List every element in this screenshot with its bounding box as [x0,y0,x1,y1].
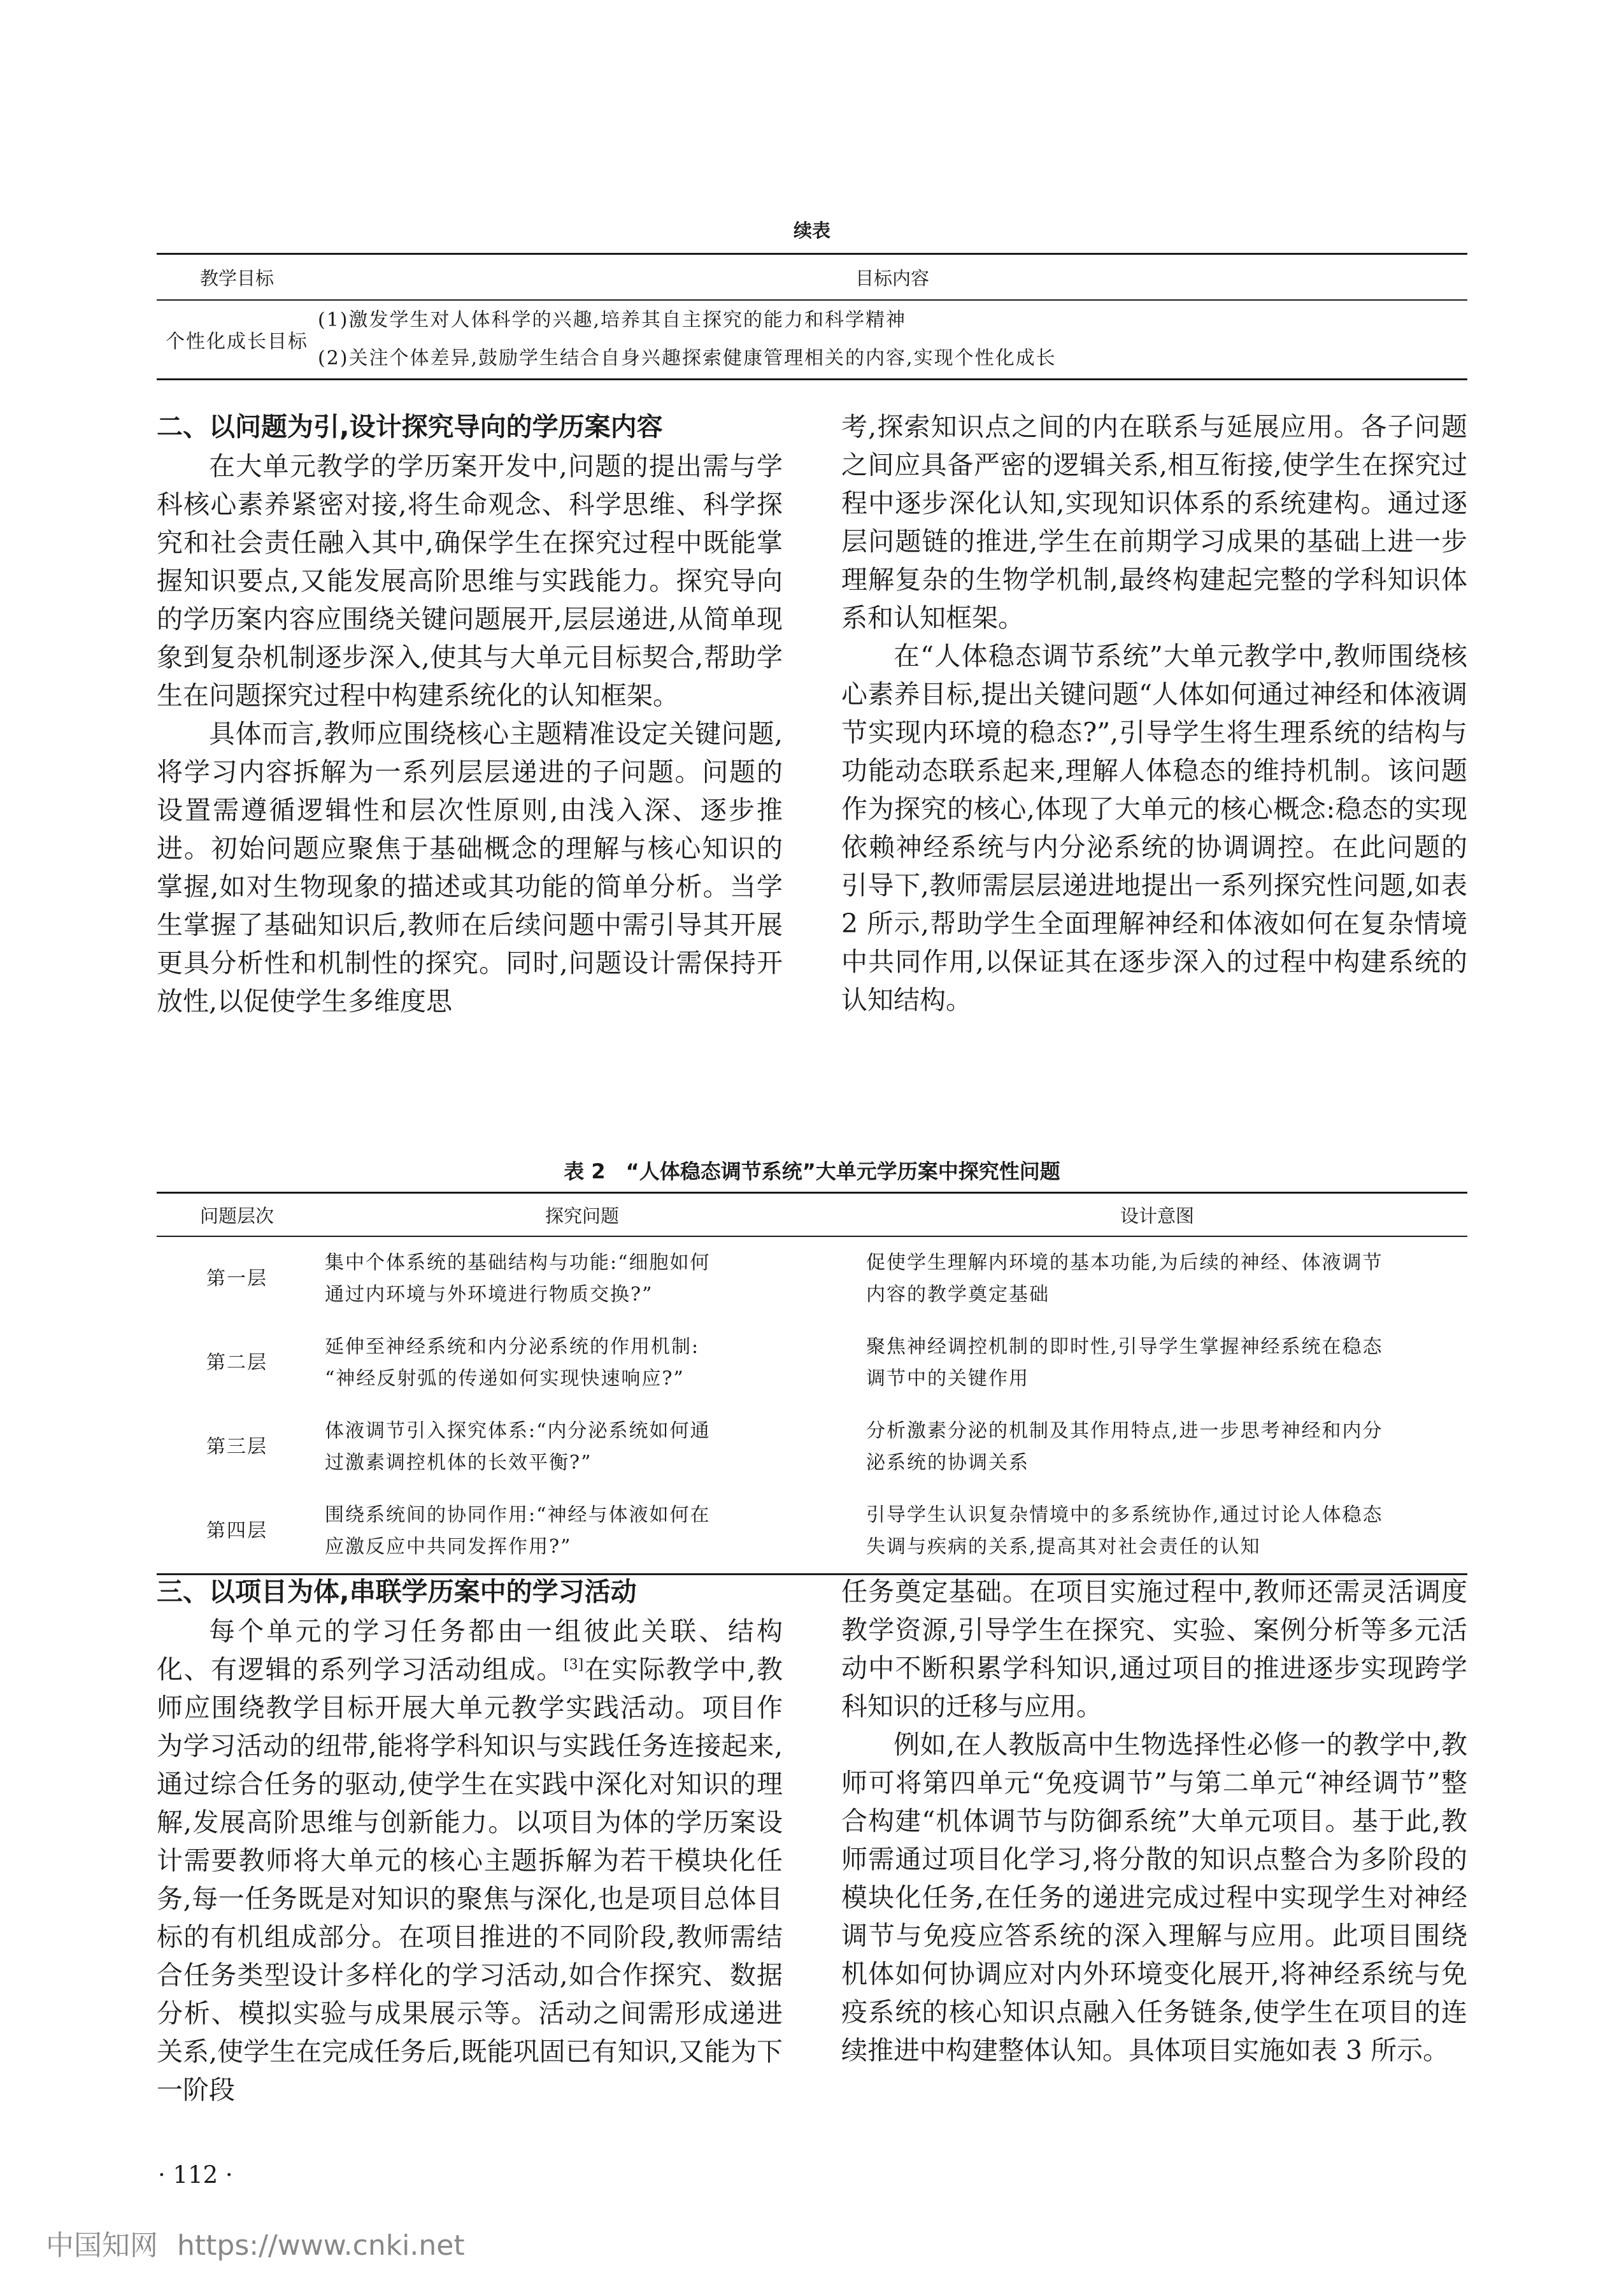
table2-intent [847,1321,1467,1405]
paragraph-part: 每个单元的学习任务都由一组彼此关联、结构化、有逻辑的系列学习活动组成。 [157,1616,783,1685]
table2-question-line: 围绕系统间的协同作用:“神经与体液如何在 [325,1504,711,1526]
table2-header-question: 探究问题 [317,1193,847,1237]
watermark-url: https://www.cnki.net [177,2229,465,2262]
table1-line: (1)激发学生对人体科学的兴趣,培养其自主探究的能力和科学精神 [318,309,907,331]
paragraph: 具体而言,教师应围绕核心主题精准设定关键问题,将学习内容拆解为一系列层层递进的子问题。问题的设置需遵循逻辑性和层次性原则,由浅入深、逐步推进。初始问题应聚焦于基础概念的理解与核心知识的掌握,如对生物现象的描述或其功能的简单分析。当学生掌握了基础知识后,教师在后续问题中需引导其开展更具分析性和机制性的探究。同时,问题设计需保持开放性,以促使学生多维度思 [157,718,783,1017]
table2-level: 第一层 [206,1268,267,1290]
watermark [46,2222,465,2263]
table2-level: 第二层 [206,1352,267,1374]
table2 [157,1192,1467,1575]
paragraph [157,1612,783,2109]
table2-header-intent: 设计意图 [847,1193,1467,1237]
paragraph: 任务奠定基础。在项目实施过程中,教师还需灵活调度教学资源,引导学生在探究、实验、案例分析等多元活动中不断积累学科知识,通过项目的推进逐步实现跨学科知识的迁移与应用。 [841,1576,1467,1722]
table-row [157,300,1467,380]
section3-heading: 三、以项目为体,串联学历案中的学习活动 [157,1576,637,1607]
table2-question-line: 集中个体系统的基础结构与功能:“细胞如何 [325,1252,711,1274]
table2-question-line: 通过内环境与外环境进行物质交换?” [325,1283,653,1306]
paragraph: 考,探索知识点之间的内在联系与延展应用。各子问题之间应具备严密的逻辑关系,相互衔接,使学生在探究过程中逐步深化认知,实现知识体系的系统建构。通过逐层问题链的推进,学生在前期学习成果的基础上进一步理解复杂的生物学机制,最终构建起完整的学科知识体系和认知框架。 [841,411,1467,633]
section2-heading: 二、以问题为引,设计探究导向的学历案内容 [157,411,663,442]
table2-intent-line: 引导学生认识复杂情境中的多系统协作,通过讨论人体稳态 [866,1504,1383,1526]
table2-question-line: 过激素调控机体的长效平衡?” [325,1452,592,1474]
table2-intent-line: 聚焦神经调控机制的即时性,引导学生掌握神经系统在稳态 [866,1336,1383,1358]
table1-header-goal: 教学目标 [157,254,317,301]
table2-intent-line: 泌系统的协调关系 [866,1452,1029,1474]
section2-right-column [841,408,1467,1019]
section3-left-column [157,1573,783,2109]
table2-intent-line: 调节中的关键作用 [866,1368,1029,1390]
table2-intent-line: 分析激素分泌的机制及其作用特点,进一步思考神经和内分 [866,1420,1383,1442]
table2-header-level: 问题层次 [157,1193,317,1237]
table2-question [317,1489,847,1575]
table2-question [317,1405,847,1489]
citation-ref: [3] [564,1657,584,1673]
table2-question-line: “神经反射弧的传递如何实现快速响应?” [325,1368,685,1390]
table2-question-line: 延伸至神经系统和内分泌系统的作用机制: [325,1336,700,1358]
table2-intent-line: 内容的教学奠定基础 [866,1283,1050,1306]
table-row [157,1489,1467,1575]
table1 [157,253,1467,380]
paragraph-part: 在实际教学中,教师应围绕教学目标开展大单元教学实践活动。项目作为学习活动的纽带,能将学科知识与实践任务连接起来,通过综合任务的驱动,使学生在实践中深化对知识的理解,发展高阶思维与创新能力。以项目为体的学历案设计需要教师将大单元的核心主题拆解为若干模块化任务,每一任务既是对知识的聚焦与深化,也是项目总体目标的有机组成部分。在项目推进的不同阶段,教师需结合任务类型设计多样化的学习活动,如合作探究、数据分析、模拟实验与成果展示等。活动之间需形成递进关系,使学生在完成任务后,既能巩固已有知识,又能为下一阶段 [157,1654,783,2105]
paragraph: 在大单元教学的学历案开发中,问题的提出需与学科核心素养紧密对接,将生命观念、科学思维、科学探究和社会责任融入其中,确保学生在探究过程中既能掌握知识要点,又能发展高阶思维与实践能力。探究导向的学历案内容应围绕关键问题展开,层层递进,从简单现象到复杂机制逐步深入,使其与大单元目标契合,帮助学生在问题探究过程中构建系统化的认知框架。 [157,451,783,711]
table2-intent [847,1236,1467,1321]
page-number: · 112 · [158,2161,233,2189]
table2-level: 第三层 [206,1436,267,1458]
table2-level: 第四层 [157,1489,317,1575]
table-row [157,1236,1467,1321]
table1-row-content [317,300,1467,380]
watermark-brand: 中国知网 [46,2229,158,2262]
table1-caption: 续表 [793,220,830,241]
table2-question-line: 体液调节引入探究体系:“内分泌系统如何通 [325,1420,711,1442]
section2-left-column [157,408,783,1020]
table1-row-label: 个性化成长目标 [157,300,317,380]
table2-question-line: 应激反应中共同发挥作用?” [325,1536,572,1558]
paragraph: 在“人体稳态调节系统”大单元教学中,教师围绕核心素养目标,提出关键问题“人体如何通过神经和体液调节实现内环境的稳态?”,引导学生将生理系统的结构与功能动态联系起来,理解人体稳态的维持机制。该问题作为探究的核心,体现了大单元的核心概念:稳态的实现依赖神经系统与内分泌系统的协调调控。在此问题的引导下,教师需层层递进地提出一系列探究性问题,如表 2 所示,帮助学生全面理解神经和体液如何在复杂情境中共同作用,以保证其在逐步深入的过程中构建系统的认知结构。 [841,641,1467,1015]
section3-right-column [841,1573,1467,2069]
table2-intent-line: 失调与疾病的关系,提高其对社会责任的认知 [866,1536,1261,1558]
table2-caption: 表 2 “人体稳态调节系统”大单元学历案中探究性问题 [564,1159,1060,1183]
table2-intent-line: 促使学生理解内环境的基本功能,为后续的神经、体液调节 [866,1252,1383,1274]
table2-question [317,1321,847,1405]
table2-question [317,1236,847,1321]
paragraph: 例如,在人教版高中生物选择性必修一的教学中,教师可将第四单元“免疫调节”与第二单元“神经调节”整合构建“机体调节与防御系统”大单元项目。基于此,教师需通过项目化学习,将分散的知识点整合为多阶段的模块化任务,在任务的递进完成过程中实现学生对神经调节与免疫应答系统的深入理解与应用。此项目围绕机体如何协调应对内外环境变化展开,将神经系统与免疫系统的核心知识点融入任务链条,使学生在项目的连续推进中构建整体认知。具体项目实施如表 3 所示。 [841,1729,1467,2066]
table2-intent [847,1489,1467,1575]
table1-line: (2)关注个体差异,鼓励学生结合自身兴趣探索健康管理相关的内容,实现个性化成长 [318,347,1057,369]
table1-header-content: 目标内容 [317,254,1467,301]
table-row [157,1405,1467,1489]
table2-intent [847,1405,1467,1489]
table-row [157,1321,1467,1405]
